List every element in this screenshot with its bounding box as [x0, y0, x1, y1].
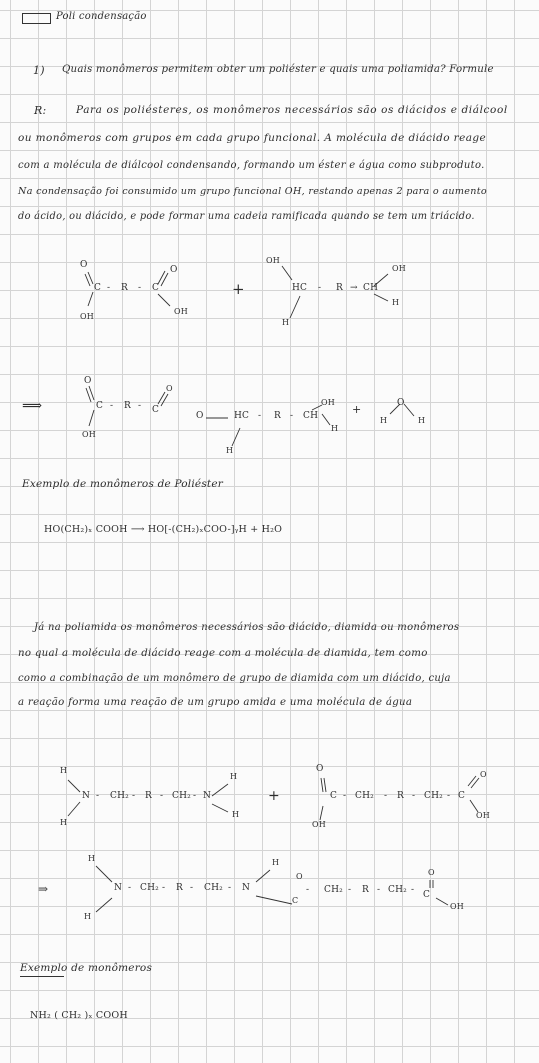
plus-sign: + — [268, 788, 280, 804]
chem-label: - — [306, 885, 310, 895]
chem-label: - — [412, 791, 416, 801]
chem-label: H — [84, 912, 92, 921]
chem-label: R — [145, 791, 152, 801]
polyamide-line: Já na poliamida os monômeros necessários são diácido, diamida ou monômeros — [34, 622, 460, 633]
chem-label: C — [94, 283, 102, 293]
plus-sign: + — [232, 280, 245, 298]
chem-label: - — [138, 283, 142, 293]
chem-label: C — [96, 401, 104, 411]
chem-label: - — [160, 791, 164, 801]
chem-label: - — [138, 401, 142, 411]
chem-label: H — [232, 810, 240, 819]
chem-label: CH — [303, 411, 319, 421]
chem-label: - — [318, 283, 322, 293]
chem-label: O — [428, 868, 435, 877]
chem-label: - — [348, 885, 352, 895]
chem-label: C — [152, 405, 160, 415]
chem-label: R — [336, 283, 343, 293]
chem-label: CH₂ — [388, 885, 407, 895]
chem-label: CH₂ — [110, 791, 129, 801]
chem-label: CH₂ — [355, 791, 374, 801]
chem-label: R — [176, 883, 183, 893]
chem-label: - — [447, 791, 451, 801]
chem-label: N — [203, 791, 212, 801]
chem-label: O — [170, 265, 178, 275]
chem-label: N — [114, 883, 123, 893]
chem-label: OH — [266, 256, 280, 265]
chem-label: - — [193, 791, 197, 801]
polyamide-line: a reação forma uma reação de um grupo amida e uma molécula de água — [18, 697, 413, 708]
chem-label: HC — [292, 283, 308, 293]
chem-label: H — [230, 772, 238, 781]
answer-line: do ácido, ou diácido, e pode formar uma cadeia ramificada quando se tem um triácido. — [18, 211, 475, 222]
chem-label: O — [166, 384, 173, 393]
chem-label: O — [480, 770, 487, 779]
chem-label: C — [458, 791, 466, 801]
chem-label: - — [343, 791, 347, 801]
chem-label: - — [411, 885, 415, 895]
chem-label: C — [292, 896, 299, 905]
chem-label: R — [274, 411, 281, 421]
chem-label: H — [392, 298, 400, 307]
chem-label: - — [190, 883, 194, 893]
chem-label: - — [377, 885, 381, 895]
chem-label: OH — [174, 307, 188, 316]
chem-label: OH — [82, 430, 96, 439]
chem-label: R — [124, 401, 131, 411]
polyamide-line: como a combinação de um monômero de grupo de diamida com um diácido, cuja — [18, 673, 451, 684]
reaction-arrow: ⇒ — [38, 882, 49, 896]
chem-label: - — [110, 401, 114, 411]
plus-sign: + — [352, 403, 362, 416]
chem-label: - — [107, 283, 111, 293]
chem-label: H — [418, 416, 426, 425]
chem-label: - — [132, 791, 136, 801]
chem-label: C — [423, 890, 431, 900]
chem-label: R — [397, 791, 404, 801]
chem-label: OH — [312, 820, 326, 829]
chem-label: - — [128, 883, 132, 893]
chem-label: O — [296, 872, 303, 881]
page-title: Poli condensação — [56, 11, 147, 22]
chem-label: H — [282, 318, 290, 327]
chem-label: CH₂ — [172, 791, 191, 801]
example-heading: Exemplo de monômeros — [20, 962, 153, 974]
answer-line: ou monômeros com grupos em cada grupo funcional. A molécula de diácido reage — [18, 132, 487, 144]
chem-label: OH — [476, 811, 490, 820]
answer-line: com a molécula de diálcool condensando, formando um éster e água como subproduto. — [18, 160, 485, 171]
chem-label: - — [290, 411, 294, 421]
chem-label: CH₂ — [424, 791, 443, 801]
chem-label: - — [228, 883, 232, 893]
title-box-icon — [22, 13, 51, 24]
reaction-arrow: ⟹ — [22, 398, 43, 414]
chem-label: OH — [450, 902, 464, 911]
example-equation: HO(CH₂)ₓ COOH ⟶ HO[-(CH₂)ₓCOO-]ᵧH + H₂O — [44, 524, 283, 535]
chem-label: H — [272, 858, 280, 867]
chem-label: N — [242, 883, 251, 893]
chem-label: O — [397, 398, 405, 408]
polyamide-line: no qual a molécula de diácido reage com a molécula de diamida, tem como — [18, 648, 428, 659]
chem-label: H — [331, 424, 339, 433]
chem-label: CH₂ — [324, 885, 343, 895]
chem-label: N — [82, 791, 91, 801]
chem-label: HC — [234, 411, 250, 421]
chem-label: OH — [392, 264, 406, 273]
chem-label: → — [350, 283, 358, 293]
example-formula: NH₂ ( CH₂ )ₓ COOH — [30, 1010, 128, 1021]
answer-line: Para os poliésteres, os monômeros necessários são os diácidos e diálcool — [76, 104, 508, 116]
chem-label: - — [96, 791, 100, 801]
chem-label: H — [380, 416, 388, 425]
chem-label: CH₂ — [204, 883, 223, 893]
chem-label: H — [226, 446, 234, 455]
chem-label: OH — [80, 312, 94, 321]
chem-label: O — [316, 764, 324, 774]
chem-label: - — [258, 411, 262, 421]
chem-label: C — [330, 791, 338, 801]
question-text: Quais monômeros permitem obter um poliéster e quais uma poliamida? Formule — [62, 64, 494, 75]
chem-label: R — [121, 283, 128, 293]
chem-label: O — [196, 411, 204, 421]
chem-label: - — [384, 791, 388, 801]
chem-label: CH — [363, 283, 379, 293]
chem-label: O — [84, 376, 92, 386]
question-number: 1) — [33, 64, 45, 77]
answer-line: Na condensação foi consumido um grupo funcional OH, restando apenas 2 para o aumento — [18, 186, 487, 197]
chem-label: H — [60, 766, 68, 775]
chem-label: H — [88, 854, 96, 863]
chem-label: OH — [321, 398, 335, 407]
answer-label: R: — [34, 104, 47, 117]
chem-label: O — [80, 260, 88, 270]
example-heading: Exemplo de monômeros de Poliéster — [22, 478, 223, 490]
heading-underline — [20, 976, 64, 977]
chem-label: R — [362, 885, 369, 895]
chem-label: C — [152, 283, 160, 293]
chem-label: CH₂ — [140, 883, 159, 893]
chem-label: H — [60, 818, 68, 827]
chem-label: - — [162, 883, 166, 893]
